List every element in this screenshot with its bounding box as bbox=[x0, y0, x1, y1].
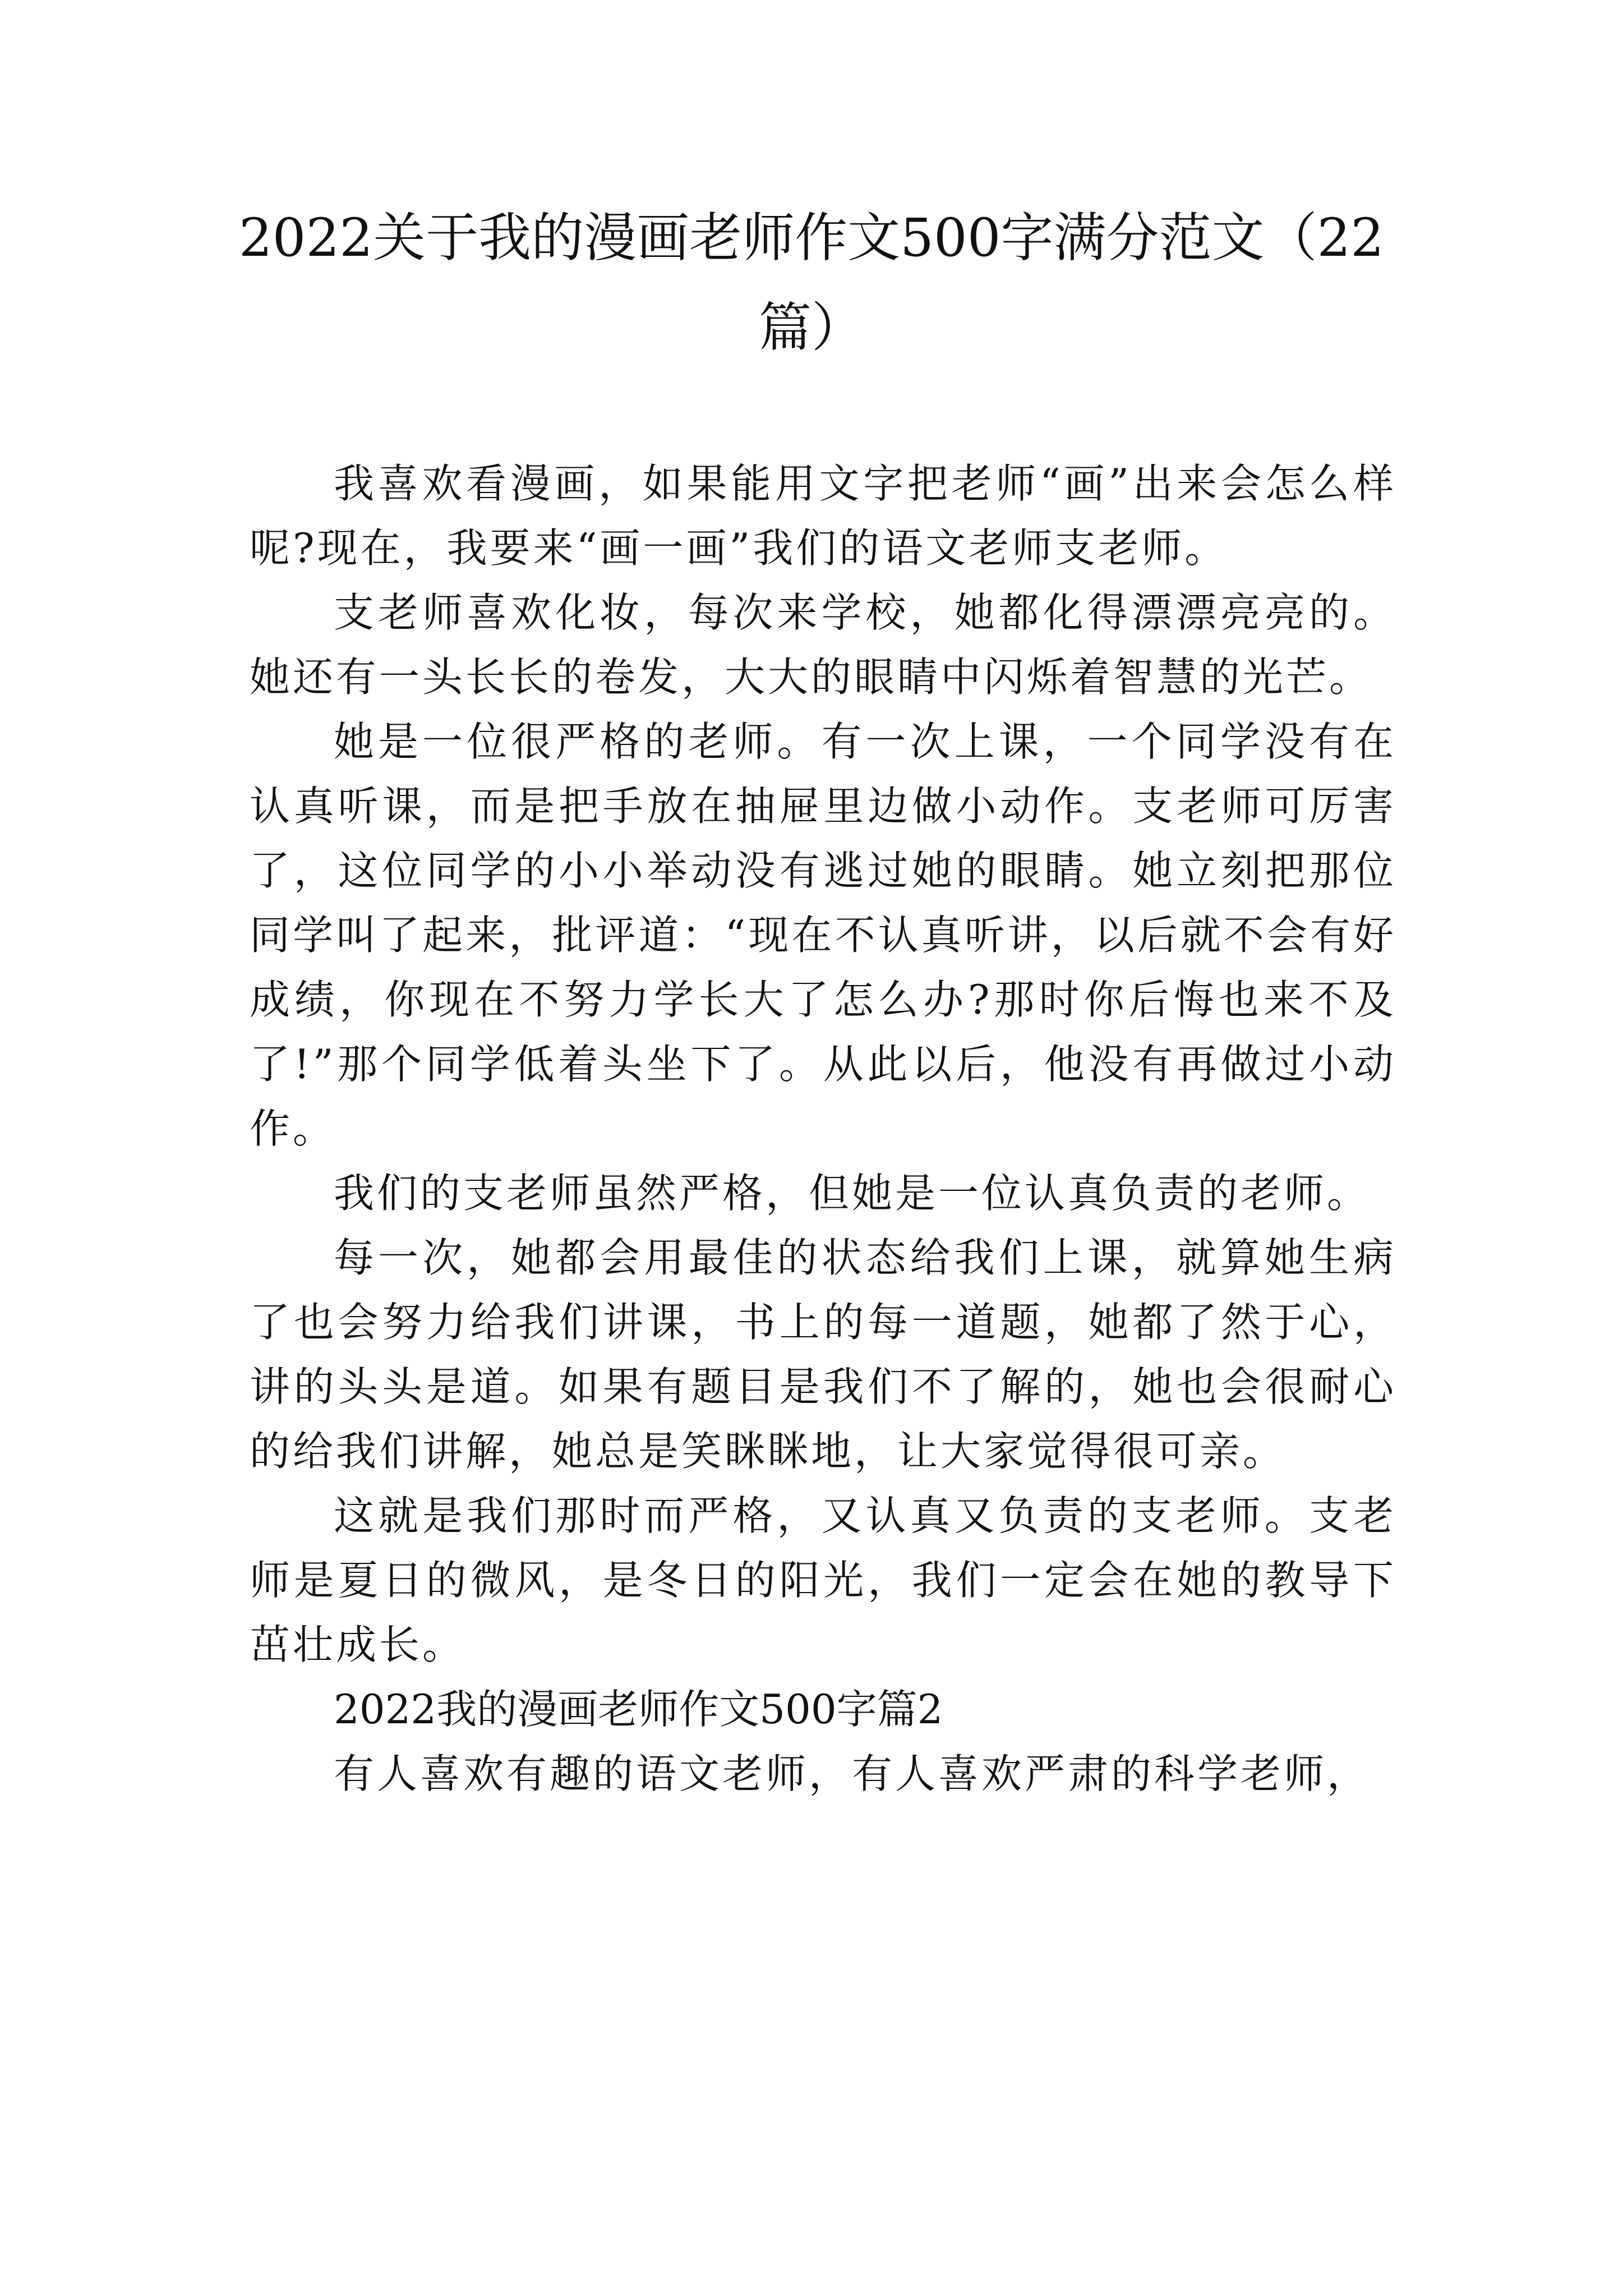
paragraph-7: 有人喜欢有趣的语文老师，有人喜欢严肃的科学老师， bbox=[334, 1750, 1371, 1797]
paragraph-2: 支老师喜欢化妆，每次来学校，她都化得漂漂亮亮的。她还有一头长长的卷发，大大的眼睛中闪烁着智慧的光芒。 bbox=[250, 589, 1396, 701]
paragraph-1: 我喜欢看漫画，如果能用文字把老师“画”出来会怎么样呢?现在，我要来“画一画”我们的语文老师支老师。 bbox=[250, 460, 1396, 572]
document-title: 2022关于我的漫画老师作文500字满分范文（22篇） bbox=[238, 208, 1385, 358]
paragraph-6: 这就是我们那时而严格，又认真又负责的支老师。支老师是夏日的微风，是冬日的阳光，我们一定会在她的教导下茁壮成长。 bbox=[250, 1492, 1396, 1668]
paragraph-5: 每一次，她都会用最佳的状态给我们上课，就算她生病了也会努力给我们讲课，书上的每一道题，她都了然于心，讲的头头是道。如果有题目是我们不了解的，她也会很耐心的给我们讲解，她总是笑眯眯地，让大家觉得很可亲。 bbox=[250, 1234, 1396, 1475]
paragraph-4: 我们的支老师虽然严格，但她是一位认真负责的老师。 bbox=[334, 1170, 1371, 1217]
document-body bbox=[250, 452, 1396, 1806]
paragraph-3: 她是一位很严格的老师。有一次上课，一个同学没有在认真听课，而是把手放在抽屉里边做小动作。支老师可厉害了，这位同学的小小举动没有逃过她的眼睛。她立刻把那位同学叫了起来，批评道：“现在不认真听讲，以后就不会有好成绩，你现在不努力学长大了怎么办?那时你后悔也来不及了!”那个同学低着头坐下了。从此以后，他没有再做过小动作。 bbox=[250, 718, 1396, 1152]
section-heading-2: 2022我的漫画老师作文500字篇2 bbox=[334, 1686, 943, 1733]
